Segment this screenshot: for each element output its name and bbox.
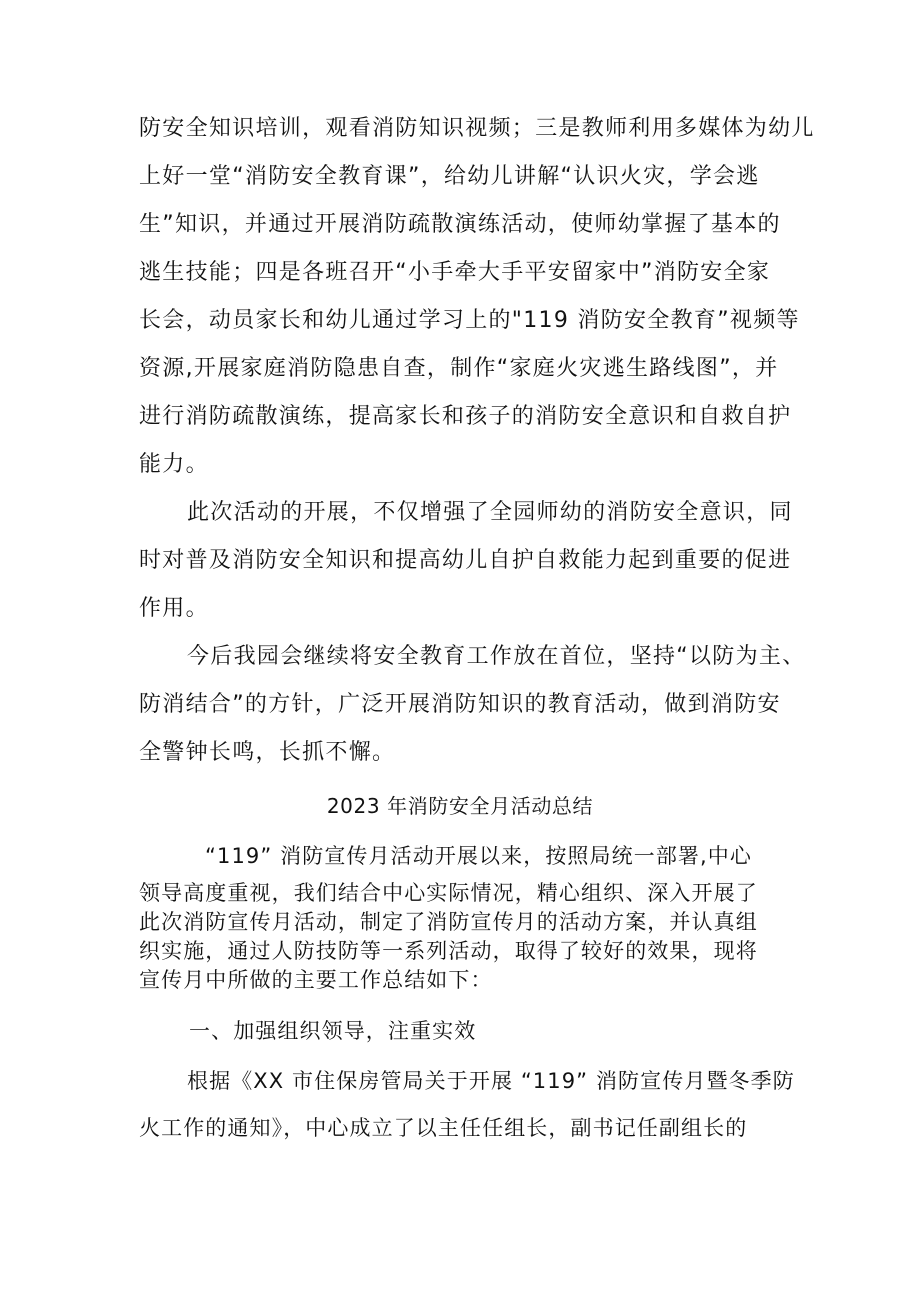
paragraph-line: 防消结合”的方针，广泛开展消防知识的教育活动，做到消防安 — [139, 692, 781, 717]
paragraph-line: 火工作的通知》，中心成立了以主任任组长，副书记任副组长的 — [139, 1116, 748, 1140]
paragraph-line: 今后我园会继续将安全教育工作放在首位，坚持“以防为主、 — [187, 644, 806, 669]
paragraph-line: 生”知识，并通过开展消防疏散演练活动，使师幼掌握了基本的 — [139, 212, 781, 237]
paragraph-line: 根据《XX 市住保房管局关于开展 “119” 消防宣传月暨冬季防 — [187, 1069, 795, 1093]
paragraph-line: 作用。 — [139, 596, 209, 621]
paragraph-line: 织实施，通过人防技防等一系列活动，取得了较好的效果，现将 — [139, 939, 758, 963]
paragraph-line: 上好一堂“消防安全教育课”，给幼儿讲解“认识火灾，学会逃 — [139, 164, 760, 189]
paragraph-line: 长会，动员家长和幼儿通过学习上的"119 消防安全教育”视频等 — [139, 308, 800, 333]
paragraph-line: 时对普及消防安全知识和提高幼儿自护自救能力起到重要的促进 — [139, 548, 792, 573]
paragraph-line: 资源,开展家庭消防隐患自查，制作“家庭火灾逃生路线图”，并 — [139, 356, 779, 381]
paragraph-line: 能力。 — [139, 452, 209, 477]
paragraph-line: 此次活动的开展，不仅增强了全园师幼的消防安全意识，同 — [187, 500, 793, 525]
paragraph-line: 逃生技能；四是各班召开“小手牵大手平安留家中”消防安全家 — [139, 260, 771, 285]
paragraph-line: 进行消防疏散演练，提高家长和孩子的消防安全意识和自救自护 — [139, 404, 792, 429]
paragraph-line: 防安全知识培训，观看消防知识视频；三是教师利用多媒体为幼儿 — [139, 116, 815, 141]
paragraph-line: 宣传月中所做的主要工作总结如下： — [139, 968, 493, 992]
paragraph-line: “119” 消防宣传月活动开展以来，按照局统一部署,中心 — [205, 844, 752, 868]
paragraph-line: 领导高度重视，我们结合中心实际情况，精心组织、深入开展了 — [139, 881, 758, 905]
report-title: 2023 年消防安全月活动总结 — [326, 794, 594, 818]
section-heading: 一、加强组织领导，注重实效 — [189, 1019, 477, 1043]
paragraph-line: 此次消防宣传月活动，制定了消防宣传月的活动方案，并认真组 — [139, 910, 758, 934]
paragraph-line: 全警钟长鸣，长抓不懈。 — [139, 740, 396, 765]
